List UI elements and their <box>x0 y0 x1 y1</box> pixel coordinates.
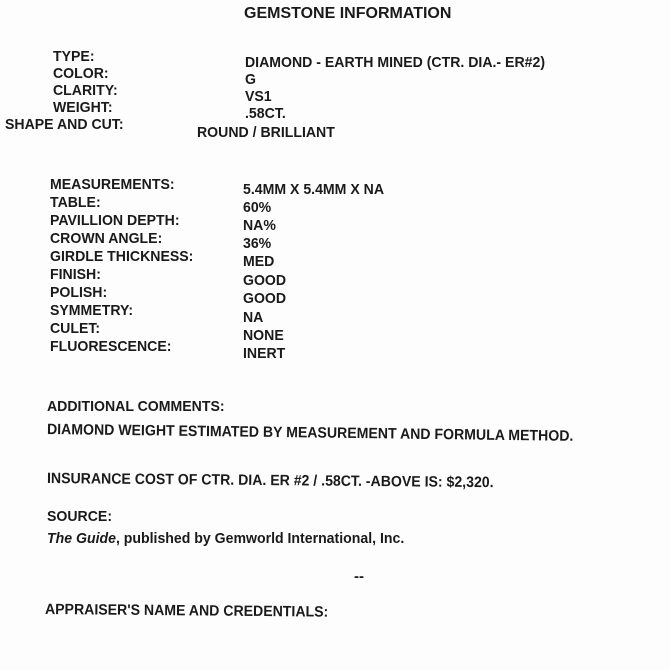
pavillion-label: PAVILLION DEPTH: <box>50 212 180 229</box>
girdle-value: MED <box>243 253 275 270</box>
source-heading: SOURCE: <box>47 508 113 525</box>
color-label: COLOR: <box>53 65 109 82</box>
culet-label: CULET: <box>50 320 101 337</box>
comments-heading: ADDITIONAL COMMENTS: <box>47 398 225 415</box>
color-value: G <box>245 71 256 88</box>
measurements-value: 5.4MM X 5.4MM X NA <box>243 181 385 198</box>
finish-value: GOOD <box>243 272 287 289</box>
comments-text: DIAMOND WEIGHT ESTIMATED BY MEASUREMENT AND FORMULA METHOD. <box>46 421 574 445</box>
source-text <box>47 530 404 547</box>
fluorescence-value: INERT <box>243 345 286 362</box>
appraiser-heading: APPRAISER'S NAME AND CREDENTIALS: <box>44 601 329 621</box>
shape-label: SHAPE AND CUT: <box>5 116 124 133</box>
symmetry-label: SYMMETRY: <box>50 302 134 319</box>
clarity-label: CLARITY: <box>53 82 118 99</box>
table-value: 60% <box>243 199 272 216</box>
table-label: TABLE: <box>50 194 101 211</box>
pavillion-value: NA% <box>243 217 276 234</box>
weight-value: .58CT. <box>245 105 286 122</box>
crown-label: CROWN ANGLE: <box>50 230 163 247</box>
weight-label: WEIGHT: <box>53 99 113 116</box>
shape-value: ROUND / BRILLIANT <box>197 124 335 141</box>
insurance-cost: INSURANCE COST OF CTR. DIA. ER #2 / .58CT. -ABOVE IS: $2,320. <box>46 470 494 492</box>
crown-value: 36% <box>243 235 272 252</box>
polish-label: POLISH: <box>50 284 108 301</box>
polish-value: GOOD <box>243 290 287 307</box>
girdle-label: GIRDLE THICKNESS: <box>50 248 194 265</box>
culet-value: NONE <box>243 327 284 344</box>
type-value: DIAMOND - EARTH MINED (CTR. DIA.- ER#2) <box>245 54 546 71</box>
finish-label: FINISH: <box>50 266 101 283</box>
measurements-label: MEASUREMENTS: <box>50 176 175 193</box>
source-title: The Guide <box>47 530 116 547</box>
separator: -- <box>354 568 364 585</box>
page-title: GEMSTONE INFORMATION <box>244 5 452 22</box>
symmetry-value: NA <box>243 309 264 326</box>
fluorescence-label: FLUORESCENCE: <box>50 338 172 355</box>
source-rest: , published by Gemworld International, Inc. <box>115 530 405 547</box>
clarity-value: VS1 <box>245 88 272 105</box>
type-label: TYPE: <box>53 48 95 65</box>
